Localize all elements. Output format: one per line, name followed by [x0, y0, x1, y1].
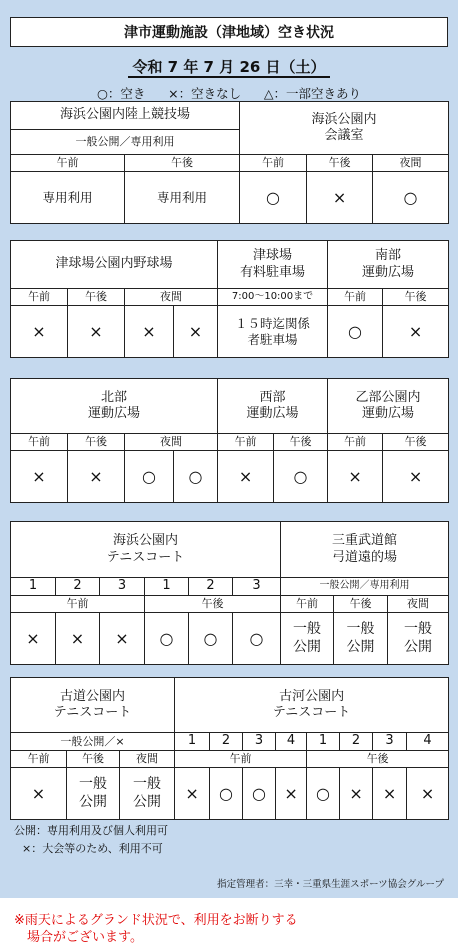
- status-cell: ×: [11, 613, 56, 665]
- status-cell: ×: [68, 306, 125, 358]
- status-cell: 一般 公開: [281, 613, 334, 665]
- time-header: 午前: [218, 434, 274, 451]
- time-header: 午後: [307, 155, 373, 172]
- time-header: 午後: [383, 434, 449, 451]
- time-header: 午後: [274, 434, 328, 451]
- time-header: 午後: [145, 596, 281, 613]
- time-header: 午後: [68, 434, 125, 451]
- facility-name: 南部 運動広場: [328, 241, 449, 289]
- time-header: 午前: [240, 155, 307, 172]
- time-header: 午前: [328, 289, 383, 306]
- note-line: 公開：専用利用及び個人利用可: [14, 824, 168, 837]
- time-header: 午後: [307, 751, 449, 768]
- facility-subtitle: 一般公開／×: [11, 733, 175, 751]
- facility-subtitle: 一般公開／専用利用: [11, 130, 240, 155]
- status-cell: ×: [125, 306, 174, 358]
- page-title: 津市運動施設（津地域）空き状況: [10, 17, 448, 47]
- court-number: 4: [407, 733, 449, 751]
- status-cell: ×: [328, 451, 383, 503]
- court-number: 2: [340, 733, 373, 751]
- section3-table: [10, 378, 449, 503]
- status-cell: ○: [307, 768, 340, 820]
- court-number: 3: [100, 578, 145, 596]
- status-cell: ○: [174, 451, 218, 503]
- court-number: 2: [56, 578, 100, 596]
- legend: [0, 84, 458, 102]
- facility-name: 古道公園内 テニスコート: [11, 678, 175, 733]
- court-number: 1: [175, 733, 210, 751]
- court-number: 1: [307, 733, 340, 751]
- court-number: 3: [233, 578, 281, 596]
- facility-subtitle: 一般公開／専用利用: [281, 578, 449, 596]
- status-cell: ×: [56, 613, 100, 665]
- status-cell: ×: [68, 451, 125, 503]
- facility-name: 海浜公園内 テニスコート: [11, 522, 281, 578]
- time-header: 午前: [11, 596, 145, 613]
- status-cell: ×: [383, 306, 449, 358]
- status-cell: ×: [276, 768, 307, 820]
- status-cell: 一般 公開: [67, 768, 120, 820]
- status-cell: ○: [240, 172, 307, 224]
- time-header: 午後: [67, 751, 120, 768]
- status-cell: 一般 公開: [334, 613, 388, 665]
- status-cell: ×: [383, 451, 449, 503]
- status-cell: ×: [373, 768, 407, 820]
- legend-partial: △：一部空きあり: [263, 86, 361, 101]
- court-number: 1: [145, 578, 189, 596]
- status-cell: ×: [340, 768, 373, 820]
- time-header: 夜間: [125, 289, 218, 306]
- section4-table: [10, 521, 449, 665]
- facility-name: 三重武道館 弓道遠的場: [281, 522, 449, 578]
- status-cell: ×: [100, 613, 145, 665]
- status-cell: 一般 公開: [388, 613, 449, 665]
- time-header: 午後: [334, 596, 388, 613]
- legend-full: ×：空きなし: [168, 86, 242, 101]
- status-cell: ×: [11, 451, 68, 503]
- status-cell: ○: [233, 613, 281, 665]
- note-line: ×：大会等のため、利用不可: [22, 842, 163, 855]
- status-cell: １５時迄関係 者駐車場: [218, 306, 328, 358]
- status-cell: ○: [274, 451, 328, 503]
- status-cell: 一般 公開: [120, 768, 175, 820]
- time-header: 午後: [125, 155, 240, 172]
- manager-credit: 指定管理者：三幸・三重県生涯スポーツ協会グループ: [217, 879, 444, 890]
- time-header: 夜間: [125, 434, 218, 451]
- legend-open: ○：空き: [97, 86, 146, 101]
- status-cell: ○: [328, 306, 383, 358]
- status-cell: 専用利用: [11, 172, 125, 224]
- time-header: 夜間: [120, 751, 175, 768]
- time-header: 7:00～10:00まで: [218, 289, 328, 306]
- court-number: 3: [243, 733, 276, 751]
- time-header: 午前: [11, 155, 125, 172]
- notes: [14, 822, 168, 858]
- section1-table: [10, 101, 449, 224]
- status-cell: ×: [174, 306, 218, 358]
- date-text: 令和 7 年 7 月 26 日（土）: [128, 58, 329, 78]
- status-cell: ×: [307, 172, 373, 224]
- facility-name: 津球場公園内野球場: [11, 241, 218, 289]
- facility-name: 津球場 有料駐車場: [218, 241, 328, 289]
- facility-name: 北部 運動広場: [11, 379, 218, 434]
- time-header: 午前: [328, 434, 383, 451]
- time-header: 午後: [383, 289, 449, 306]
- court-number: 3: [373, 733, 407, 751]
- status-cell: ○: [145, 613, 189, 665]
- status-cell: ×: [407, 768, 449, 820]
- court-number: 4: [276, 733, 307, 751]
- date-label: [0, 56, 458, 77]
- status-cell: ○: [189, 613, 233, 665]
- status-cell: ×: [175, 768, 210, 820]
- time-header: 夜間: [388, 596, 449, 613]
- status-cell: ○: [125, 451, 174, 503]
- court-number: 1: [11, 578, 56, 596]
- status-cell: 専用利用: [125, 172, 240, 224]
- facility-name: 乙部公園内 運動広場: [328, 379, 449, 434]
- status-cell: ○: [373, 172, 449, 224]
- facility-name: 西部 運動広場: [218, 379, 328, 434]
- time-header: 午前: [11, 434, 68, 451]
- court-number: 2: [189, 578, 233, 596]
- status-cell: ×: [11, 306, 68, 358]
- facility-name: 古河公園内 テニスコート: [175, 678, 449, 733]
- status-cell: ×: [218, 451, 274, 503]
- status-cell: ○: [243, 768, 276, 820]
- court-number: 2: [210, 733, 243, 751]
- time-header: 午後: [68, 289, 125, 306]
- time-header: 夜間: [373, 155, 449, 172]
- section2-table: [10, 240, 449, 358]
- facility-name: 海浜公園内 会議室: [240, 102, 449, 155]
- status-cell: ○: [210, 768, 243, 820]
- footer-warning: ※雨天によるグランド状況で、利用をお断りする 場合がございます。: [14, 913, 298, 945]
- status-cell: ×: [11, 768, 67, 820]
- time-header: 午前: [281, 596, 334, 613]
- time-header: 午前: [175, 751, 307, 768]
- section5-table: [10, 677, 449, 820]
- facility-name: 海浜公園内陸上競技場: [11, 102, 240, 130]
- time-header: 午前: [11, 751, 67, 768]
- time-header: 午前: [11, 289, 68, 306]
